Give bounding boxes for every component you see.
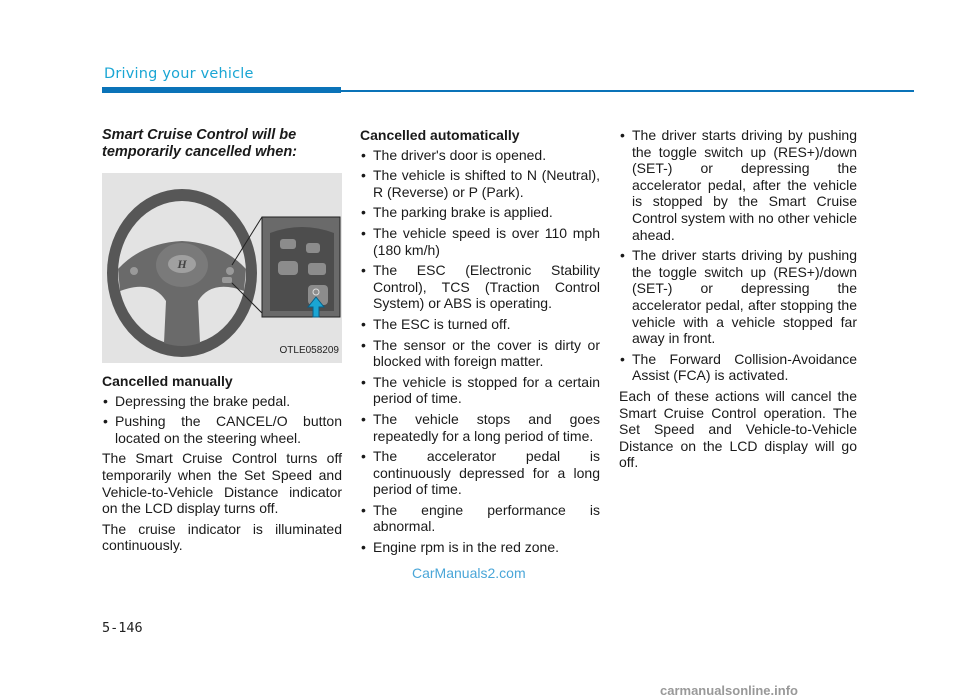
svg-text:H: H — [177, 257, 187, 271]
list-item: • The vehicle speed is over 110 mph (180 km/h) — [360, 225, 600, 258]
driver-action-list — [619, 127, 857, 384]
list-item: • The engine performance is abnormal. — [360, 502, 600, 535]
list-item: • Depressing the brake pedal. — [102, 393, 342, 410]
paragraph: The cruise indicator is illuminated continuously. — [102, 520, 342, 554]
list-item: • The accelerator pedal is continuously depressed for a long period of time. — [360, 448, 600, 498]
list-item: • The vehicle stops and goes repeatedly for a long period of time. — [360, 411, 600, 444]
page-number: 5-146 — [102, 620, 143, 636]
figure-caption: OTLE058209 — [279, 345, 339, 357]
list-item: • The vehicle is shifted to N (Neutral), R (Reverse) or P (Park). — [360, 167, 600, 200]
column-3 — [619, 127, 857, 475]
header-rule — [341, 90, 914, 92]
paragraph: The Smart Cruise Control turns off temporarily when the Set Speed and Vehicle-to-Vehicle Distance indicator on the LCD display turns off. — [102, 450, 342, 517]
list-item: • The sensor or the cover is dirty or blocked with foreign matter. — [360, 337, 600, 370]
section-heading: Smart Cruise Control will be temporarily cancelled when: — [102, 127, 298, 160]
list-item: • The ESC (Electronic Stability Control), TCS (Traction Control System) or ABS is operating. — [360, 262, 600, 312]
list-item: • Pushing the CANCEL/O button located on the steering wheel. — [102, 413, 342, 446]
watermark-link[interactable]: CarManuals2.com — [412, 565, 526, 581]
list-item: • The driver starts driving by pushing the toggle switch up (RES+)/down (SET-) or depressing the accelerator pedal, after the vehicle is stopped by the Smart Cruise Control system with no other vehicle ahead. — [619, 127, 857, 243]
list-item: • The Forward Collision-Avoidance Assist (FCA) is activated. — [619, 351, 857, 384]
steering-wheel-illustration — [102, 173, 342, 363]
manual-cancel-list — [102, 393, 342, 447]
list-item: • The ESC is turned off. — [360, 316, 600, 333]
list-item: • The driver starts driving by pushing the toggle switch up (RES+)/down (SET-) or depressing the accelerator pedal, after stopping the vehicle with a vehicle stopped far away in front. — [619, 247, 857, 347]
list-item: • The vehicle is stopped for a certain period of time. — [360, 374, 600, 407]
list-item: • The driver's door is opened. — [360, 147, 600, 164]
watermark-footer[interactable]: carmanualsonline.info — [660, 683, 798, 698]
header-bar — [102, 87, 341, 93]
steering-wheel-figure — [102, 173, 342, 363]
paragraph: Each of these actions will cancel the Smart Cruise Control operation. The Set Speed and Vehicle-to-Vehicle Distance on the LCD display will go off. — [619, 387, 857, 471]
list-item: • Engine rpm is in the red zone. — [360, 539, 600, 556]
column-2 — [360, 127, 600, 560]
column-1 — [102, 127, 342, 558]
section-title: Driving your vehicle — [104, 66, 254, 82]
cancelled-manually-heading: Cancelled manually — [102, 373, 233, 389]
list-item: • The parking brake is applied. — [360, 204, 600, 221]
cancelled-automatically-heading: Cancelled automatically — [360, 127, 520, 143]
auto-cancel-list — [360, 147, 600, 556]
